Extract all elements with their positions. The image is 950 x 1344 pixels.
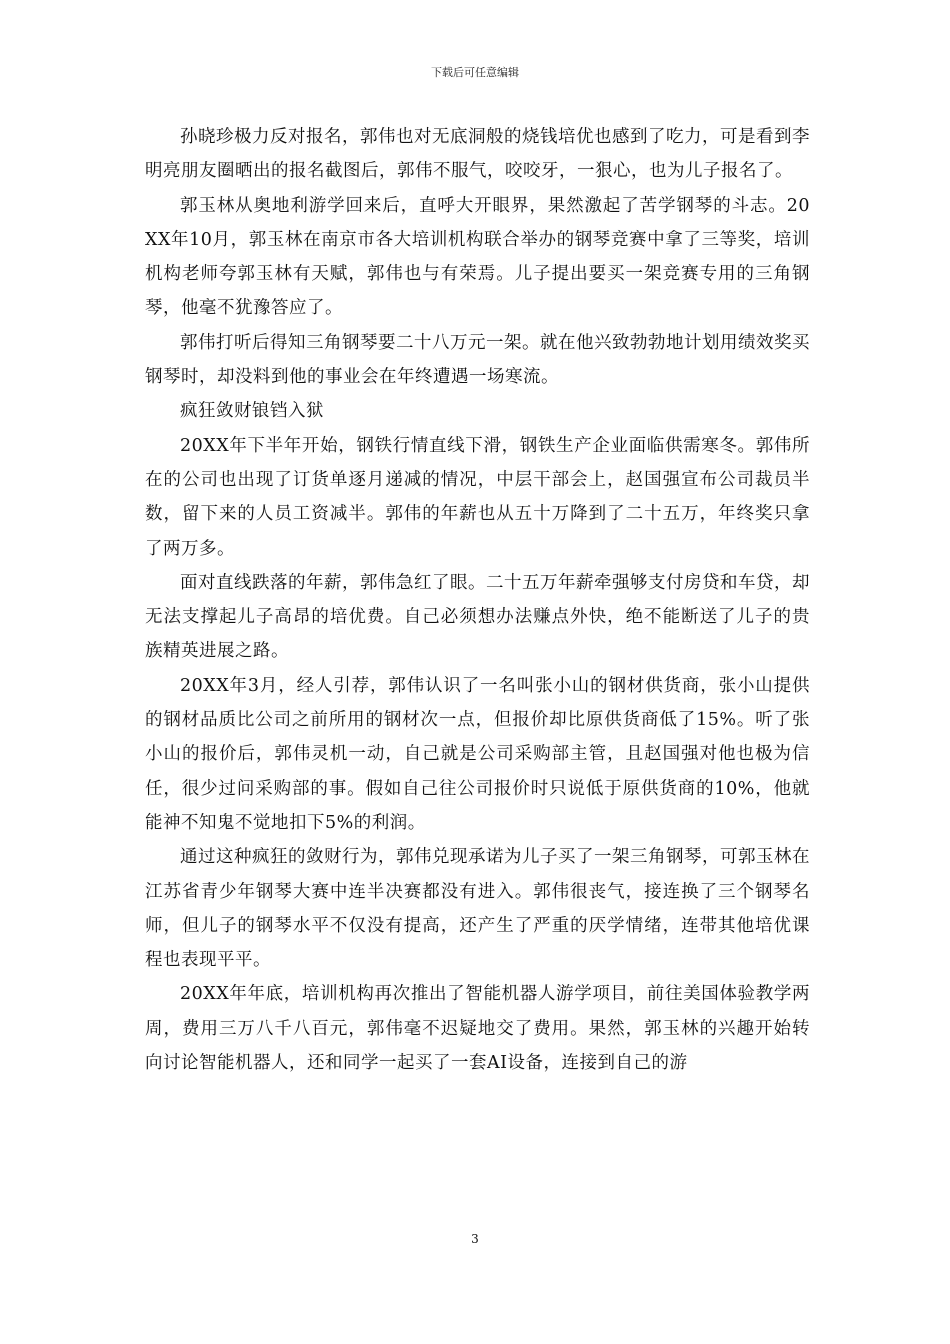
paragraph: 20XX年下半年开始，钢铁行情直线下滑，钢铁生产企业面临供需寒冬。郭伟所在的公司也出现了订货单逐月递减的情况，中层干部会上，赵国强宣布公司裁员半数，留下来的人员工资减半。郭伟的年薪也从五十万降到了二十五万，年终奖只拿了两万多。 bbox=[145, 435, 810, 559]
paragraph: 面对直线跌落的年薪，郭伟急红了眼。二十五万年薪牵强够支付房贷和车贷，却无法支撑起儿子高昂的培优费。自己必须想办法赚点外快，绝不能断送了儿子的贵族精英进展之路。 bbox=[145, 572, 810, 662]
paragraph: 郭玉林从奥地利游学回来后，直呼大开眼界，果然激起了苦学钢琴的斗志。20XX年10月，郭玉林在南京市各大培训机构联合举办的钢琴竞赛中拿了三等奖，培训机构老师夸郭玉林有天赋，郭伟也与有荣焉。儿子提出要买一架竞赛专用的三角钢琴，他毫不犹豫答应了。 bbox=[145, 195, 810, 319]
page-number: 3 bbox=[471, 1232, 479, 1246]
section-heading: 疯狂敛财锒铛入狱 bbox=[180, 401, 324, 422]
paragraph: 20XX年3月，经人引荐，郭伟认识了一名叫张小山的钢材供货商，张小山提供的钢材品质比公司之前所用的钢材次一点，但报价却比原供货商低了15%。听了张小山的报价后，郭伟灵机一动，自己就是公司采购部主管，且赵国强对他也极为信任，很少过问采购部的事。假如自己往公司报价时只说低于原供货商的10%，他就能神不知鬼不觉地扣下5%的利润。 bbox=[145, 675, 810, 833]
paragraph: 孙晓珍极力反对报名，郭伟也对无底洞般的烧钱培优也感到了吃力，可是看到李明亮朋友圈晒出的报名截图后，郭伟不服气，咬咬牙，一狠心，也为儿子报名了。 bbox=[145, 127, 810, 182]
page-header: 下载后可任意编辑 bbox=[431, 66, 519, 79]
paragraph: 郭伟打听后得知三角钢琴要二十八万元一架。就在他兴致勃勃地计划用绩效奖买钢琴时，却没料到他的事业会在年终遭遇一场寒流。 bbox=[145, 332, 810, 388]
body-text bbox=[145, 120, 810, 1080]
paragraph: 20XX年年底，培训机构再次推出了智能机器人游学项目，前往美国体验教学两周，费用三万八千八百元，郭伟毫不迟疑地交了费用。果然，郭玉林的兴趣开始转向讨论智能机器人，还和同学一起买了一套AI设备，连接到自己的游 bbox=[145, 984, 810, 1074]
paragraph: 通过这种疯狂的敛财行为，郭伟兑现承诺为儿子买了一架三角钢琴，可郭玉林在江苏省青少年钢琴大赛中连半决赛都没有进入。郭伟很丧气，接连换了三个钢琴名师，但儿子的钢琴水平不仅没有提高，还产生了严重的厌学情绪，连带其他培优课程也表现平平。 bbox=[145, 847, 810, 971]
